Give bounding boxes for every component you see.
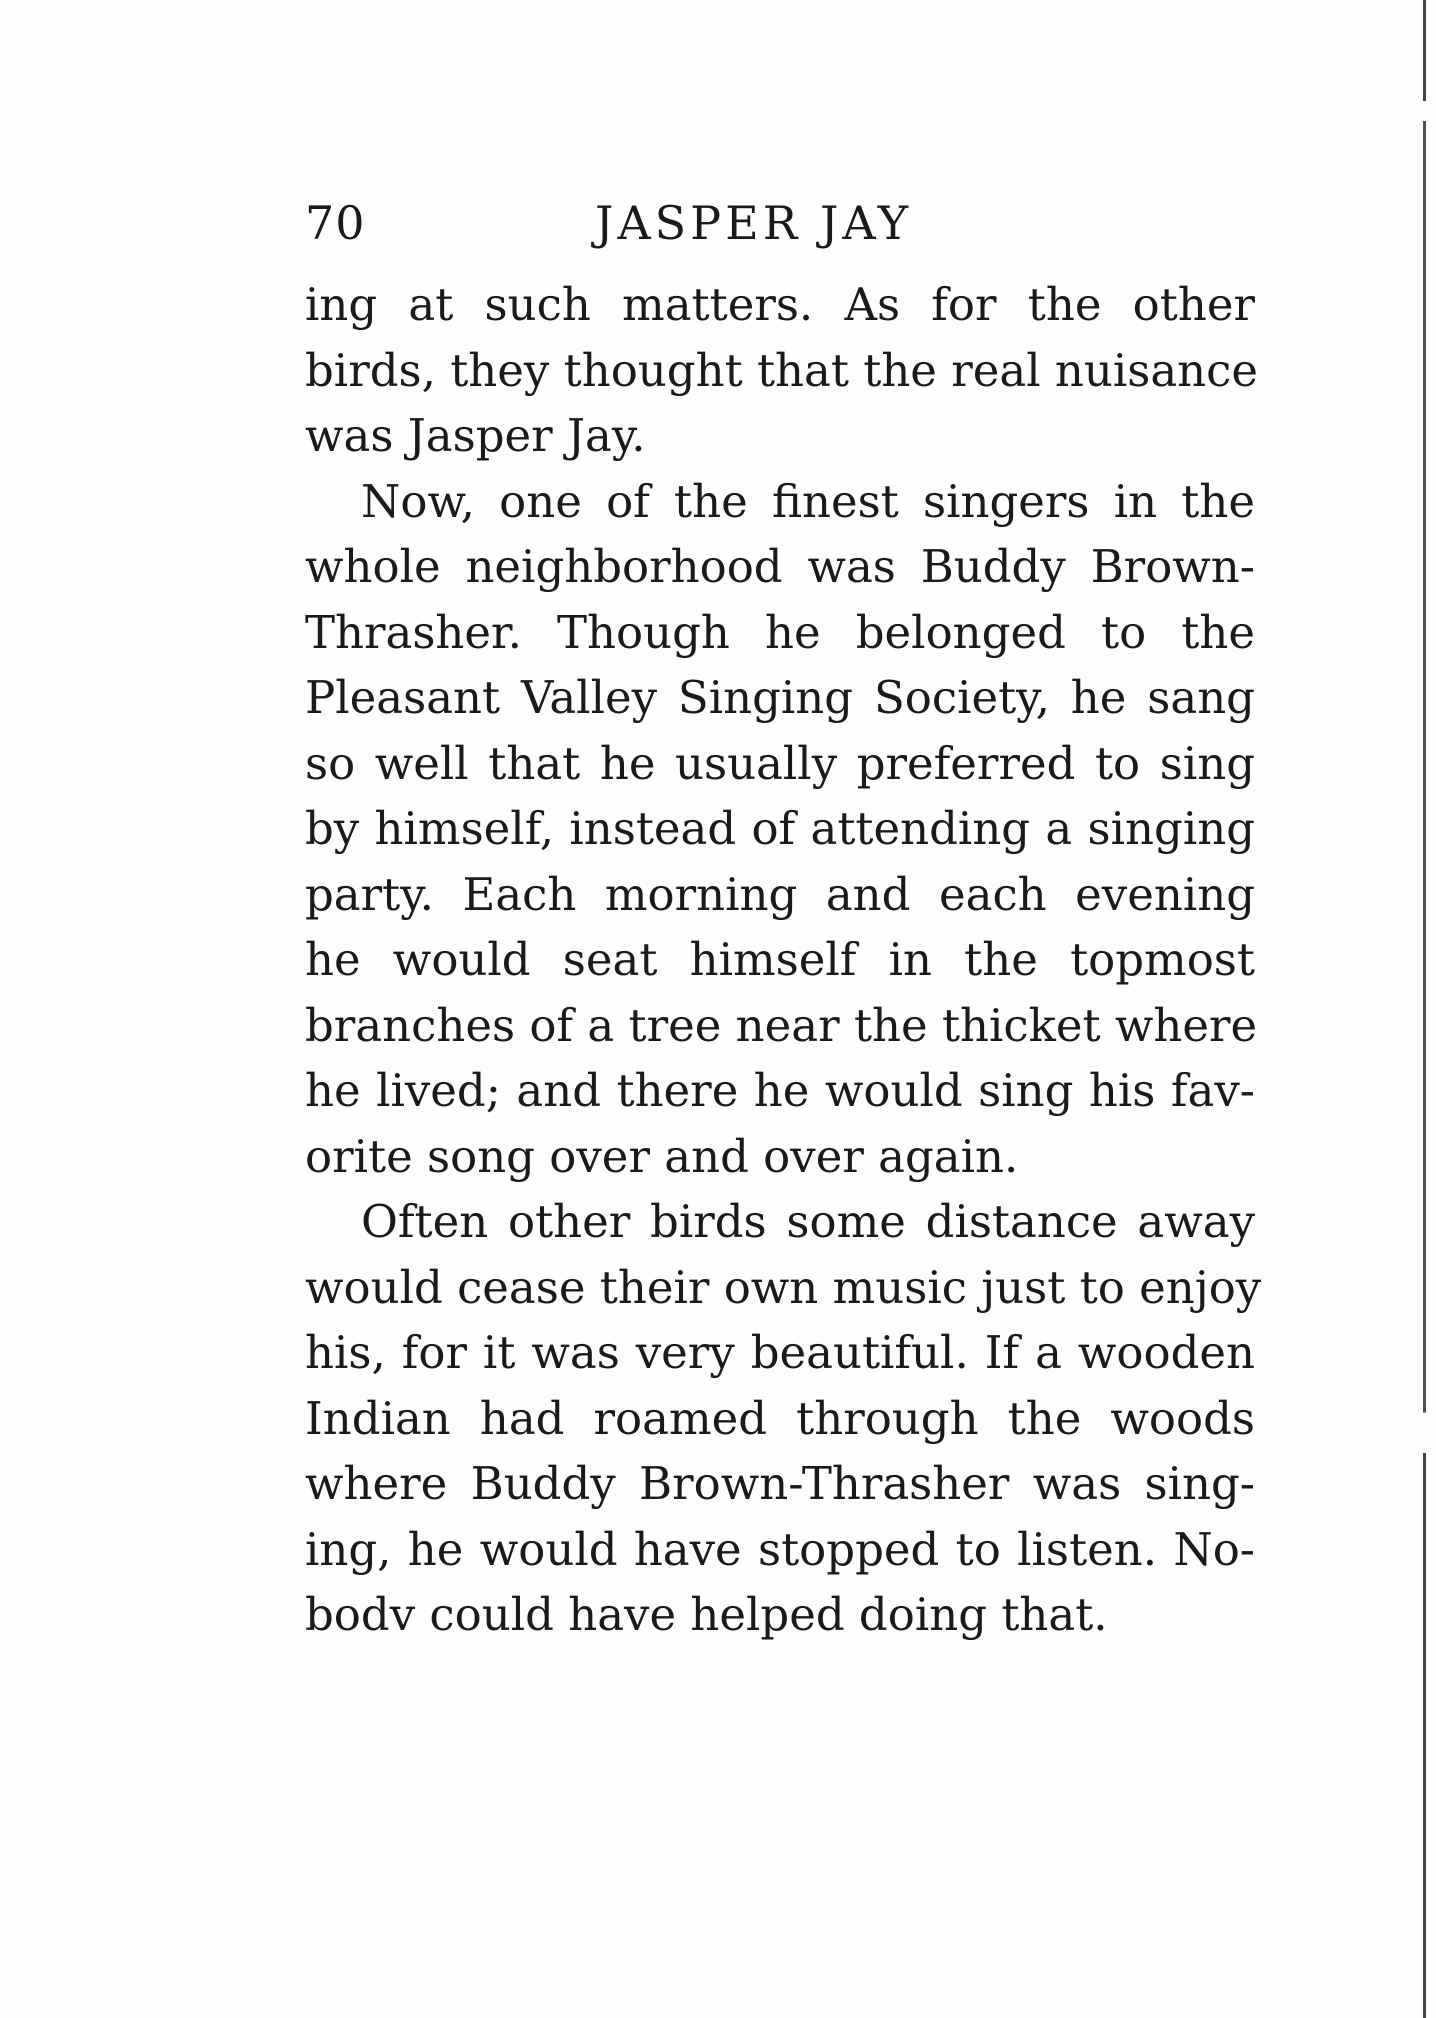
text-line: ing at such matters. As for the other — [305, 278, 1255, 331]
text-line: he lived; and there he would sing his fav- — [305, 1064, 1255, 1117]
page-edge-shadow — [1423, 0, 1426, 2018]
text-line: whole neighborhood was Buddy Brown- — [305, 540, 1255, 593]
text-line: Pleasant Valley Singing Society, he sang — [305, 671, 1255, 724]
text-line: would cease their own music just to enjoy — [305, 1260, 1262, 1314]
text-line: Indian had roamed through the woods — [305, 1391, 1255, 1445]
text-line: branches of a tree near the thicket where — [305, 998, 1258, 1052]
text-line: birds, they thought that the real nuisance — [305, 343, 1258, 397]
text-line: he would seat himself in the topmost — [305, 933, 1255, 986]
paragraph — [305, 272, 1258, 469]
text-line: ing, he would have stopped to listen. No- — [305, 1522, 1255, 1576]
text-line: party. Each morning and each evening — [305, 867, 1255, 921]
running-title: JASPER JAY — [595, 196, 913, 250]
text-line: by himself, instead of attending a singing — [305, 802, 1255, 855]
text-line: where Buddy Brown-Thrasher was sing- — [305, 1457, 1255, 1510]
text-line: Thrasher. Though he belonged to the — [305, 605, 1255, 659]
text-line: his, for it was very beautiful. If a wooden — [305, 1326, 1255, 1379]
paragraph — [305, 1189, 1262, 1648]
page-number: 70 — [305, 196, 366, 250]
text-line: Now, one of the finest singers in the — [361, 474, 1255, 528]
text-line: so well that he usually preferred to sing — [305, 736, 1255, 790]
paragraph — [305, 469, 1258, 1190]
text-line: orite song over and over again. — [305, 1129, 1019, 1183]
text-line: Often other birds some distance away — [361, 1195, 1255, 1248]
page-header — [305, 196, 1255, 256]
text-line: bodv could have helped doing that. — [305, 1588, 1108, 1641]
text-line: was Jasper Jay. — [305, 409, 646, 462]
body-text — [305, 272, 1262, 1648]
